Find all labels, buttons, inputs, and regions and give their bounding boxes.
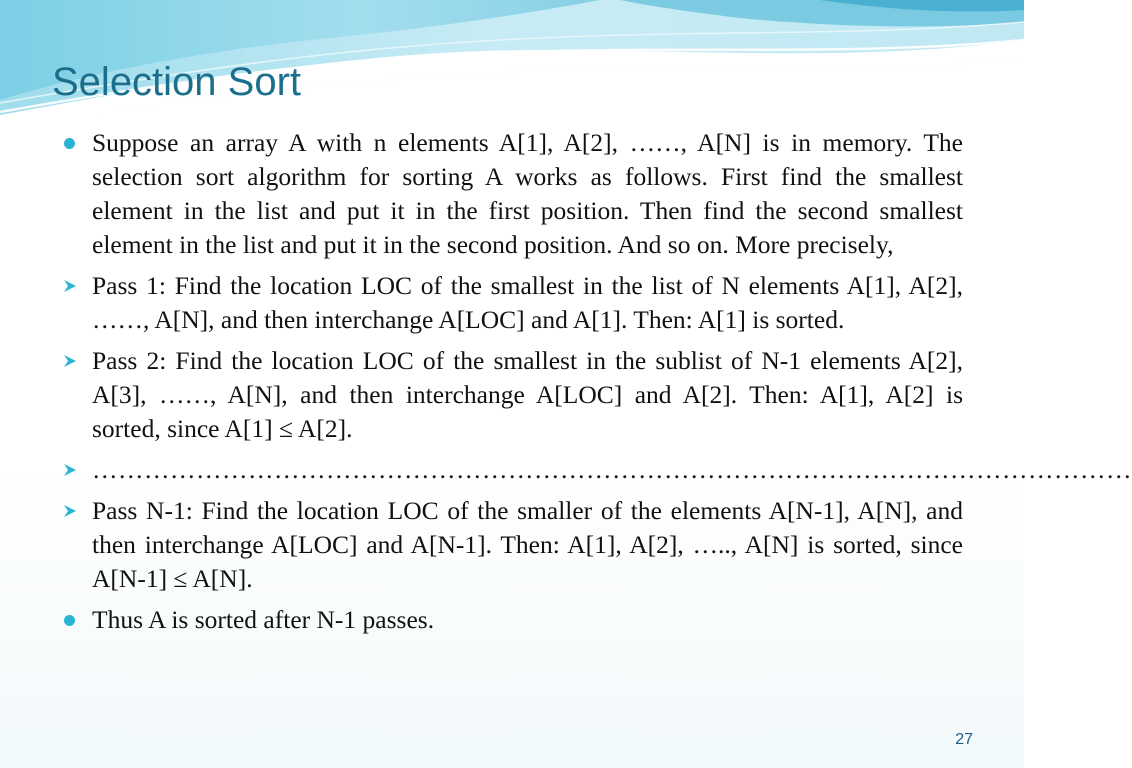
arrow-bullet-icon	[62, 494, 86, 528]
bullet-list	[60, 126, 1132, 644]
list-item	[60, 494, 963, 596]
item-text: Pass 1: Find the location LOC of the smallest in the list of N elements A[1], A[2], ……, A[N], and then interchange A[LOC] and A[1]. Then: A[1] is sorted.	[92, 271, 963, 334]
slide-title: Selection Sort	[52, 60, 302, 104]
list-item	[60, 344, 963, 446]
page-number: 27	[955, 731, 973, 748]
item-text: Pass N-1: Find the location LOC of the smaller of the elements A[N-1], A[N], and then interchange A[LOC] and A[N-1]. Then: A[1], A[2], ….., A[N] is sorted, since A[N-1] ≤ A[N].	[92, 496, 963, 593]
arrow-bullet-icon	[62, 269, 86, 303]
list-item	[60, 126, 963, 262]
circle-bullet-icon	[60, 603, 84, 637]
list-item	[60, 269, 963, 337]
circle-bullet-icon	[60, 126, 84, 160]
arrow-bullet-icon	[62, 453, 86, 487]
list-item	[60, 603, 963, 637]
item-text: Suppose an array A with n elements A[1], A[2], ……, A[N] is in memory. The selection sort algorithm for sorting A works as follows. First find the smallest element in the list and put it in the first position. Then find the second smallest element in the list and put it in the second position. And so on. More precisely,	[92, 128, 963, 259]
item-text: Thus A is sorted after N-1 passes.	[92, 605, 435, 634]
ellipsis-line: …………………………………………………………………………………………………………	[92, 455, 1132, 484]
arrow-bullet-icon	[62, 344, 86, 378]
list-item	[60, 453, 1132, 487]
item-text: Pass 2: Find the location LOC of the smallest in the sublist of N-1 elements A[2], A[3], ……, A[N], and then interchange A[LOC] and A[2]. Then: A[1], A[2] is sorted, since A[1] ≤ A[2].	[92, 346, 963, 443]
